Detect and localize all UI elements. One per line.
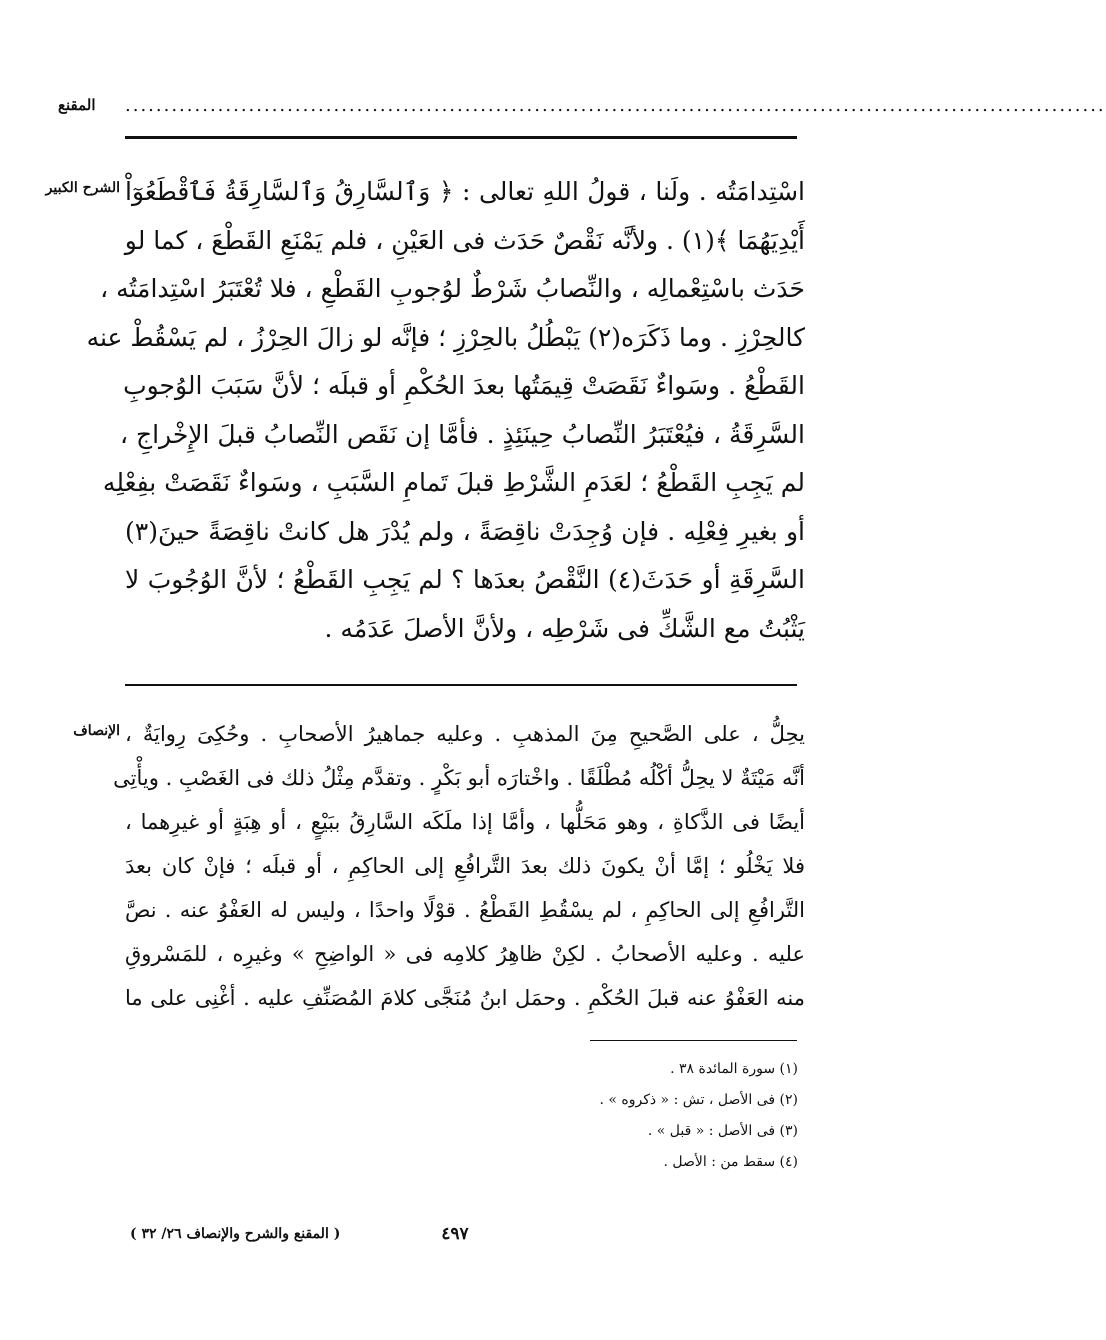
- text-line: اسْتِدامَتُه . ولَنا ، قولُ اللهِ تعالى : ﴿ وَٱلسَّارِقُ وَٱلسَّارِقَةُ فَٱقْطَعُوٓاْ: [125, 177, 805, 206]
- footnote: (١) سورة المائدة ٣٨ .: [670, 1061, 798, 1077]
- text-line: أَيْدِيَهُمَا ﴾(١) . ولأنَّه نَقْصٌ حَدَث فى العَيْنِ ، فلم يَمْنَعِ القَطْعَ ، كما لو: [124, 225, 805, 255]
- text-line: يحِلُّ ، على الصَّحيحِ مِنَ المذهبِ . وعليه جماهيرُ الأصحابِ . وحُكِىَ رِوايَةٌ ،: [125, 722, 805, 746]
- text-line: حَدَث باسْتِعْمالِه ، والنِّصابُ شَرْطٌ لوُجوبِ القَطْعِ ، فلا تُعْتَبَرُ اسْتِدامَتُه ،: [100, 274, 805, 303]
- text-line: القَطْعُ . وسَواءٌ نَقَصَتْ قِيمَتُها بعدَ الحُكْمِ أو قبلَه ؛ لأنَّ سَبَبَ الوُجوبِ: [123, 371, 805, 400]
- footnote: (٢) فى الأصل ، تش : « ذكروه » .: [599, 1092, 798, 1108]
- text-line: التَّرافُعِ إلى الحاكِمِ ، لم يسْقُطِ القَطْعُ . قوْلًا واحدًا ، وليس له العَفْوُ عنه . نصَّ: [125, 898, 805, 922]
- text-line: فلا يَخْلُو ؛ إمَّا أنْ يكونَ ذلك بعدَ التَّرافُعِ إلى الحاكِمِ ، أو قبلَه ؛ فإنْ كان بعدَ: [125, 854, 805, 878]
- insaf-text: [113, 712, 805, 1020]
- footnote-rule: [590, 1040, 797, 1041]
- text-line: عليه . وعليه الأصحابُ . لكِنْ ظاهِرُ كلامِه فى « الواضِحِ » وغيرِه ، للمَسْروقِ: [125, 942, 805, 966]
- text-line: أيضًا فى الذَّكاةِ ، وهو مَحَلُّها ، وأمَّا إذا ملَكَه السَّارِقُ ببَيْعٍ ، أو هِبَةٍ أو غيرِهما ،: [125, 810, 805, 834]
- footnote: (٤) سقط من : الأصل .: [663, 1154, 798, 1170]
- page-number: ٤٩٧: [441, 1224, 469, 1244]
- section-divider: [125, 684, 797, 686]
- sharh-section-label: الشرح الكبير: [45, 180, 120, 196]
- footnote: (٣) فى الأصل : « قبل » .: [647, 1123, 798, 1139]
- running-header-title: المقنع: [58, 96, 96, 114]
- text-line: منه العَفْوُ عنه قبلَ الحُكْمِ . وحمَل ابنُ مُنَجَّى كلامَ المُصَنِّفِ عليه . أغْنِى على ما: [125, 986, 805, 1010]
- header-dotted-line: ...............................................................................................................................: [125, 95, 1106, 116]
- volume-reference: ( المقنع والشرح والإنصاف ٢٦/ ٣٢ ): [130, 1226, 341, 1242]
- text-line: السَّرِقَةِ أو حَدَثَ(٤) النَّقْصُ بعدَها ؟ لم يَجِبِ القَطْعُ ؛ لأنَّ الوُجُوبَ لا: [125, 565, 805, 594]
- text-line: لم يَجِبِ القَطْعُ ؛ لعَدَمِ الشَّرْطِ قبلَ تَمامِ السَّبَبِ ، وسَواءٌ نَقَصَتْ بفِعْلِه: [102, 468, 805, 497]
- text-line: كالحِرْزِ . وما ذَكَرَه(٢) يَبْطُلُ بالحِرْزِ ؛ فإنَّه لو زالَ الحِرْزُ ، لم يَسْقُطْ عنه: [86, 322, 805, 352]
- header-rule: [125, 136, 797, 139]
- text-line: يَثْبُتُ مع الشَّكِّ فى شَرْطِه ، ولأنَّ الأصلَ عَدَمُه .: [324, 613, 805, 643]
- insaf-section-label: الإنصاف: [73, 723, 120, 739]
- text-line: السَّرِقَةُ ، فيُعْتَبَرُ النِّصابُ حِينَئِذٍ . فأمَّا إن نَقَص النِّصابُ قبلَ الإِخْراجِ ،: [119, 419, 805, 449]
- sharh-text: [86, 168, 805, 653]
- text-line: أنَّه مَيْتَةٌ لا يحِلُّ أكْلُه مُطْلَقًا . واخْتارَه أبو بَكْرٍ . وتقدَّم مِثْلُ ذلك فى الغَصْبِ . ويأْتِى: [113, 766, 805, 790]
- footnotes: [138, 1054, 798, 1178]
- text-line: أو بغيرِ فِعْلِه . فإن وُجِدَتْ ناقِصَةً ، ولم يُدْرَ هل كانتْ ناقِصَةً حينَ(٣): [125, 516, 805, 546]
